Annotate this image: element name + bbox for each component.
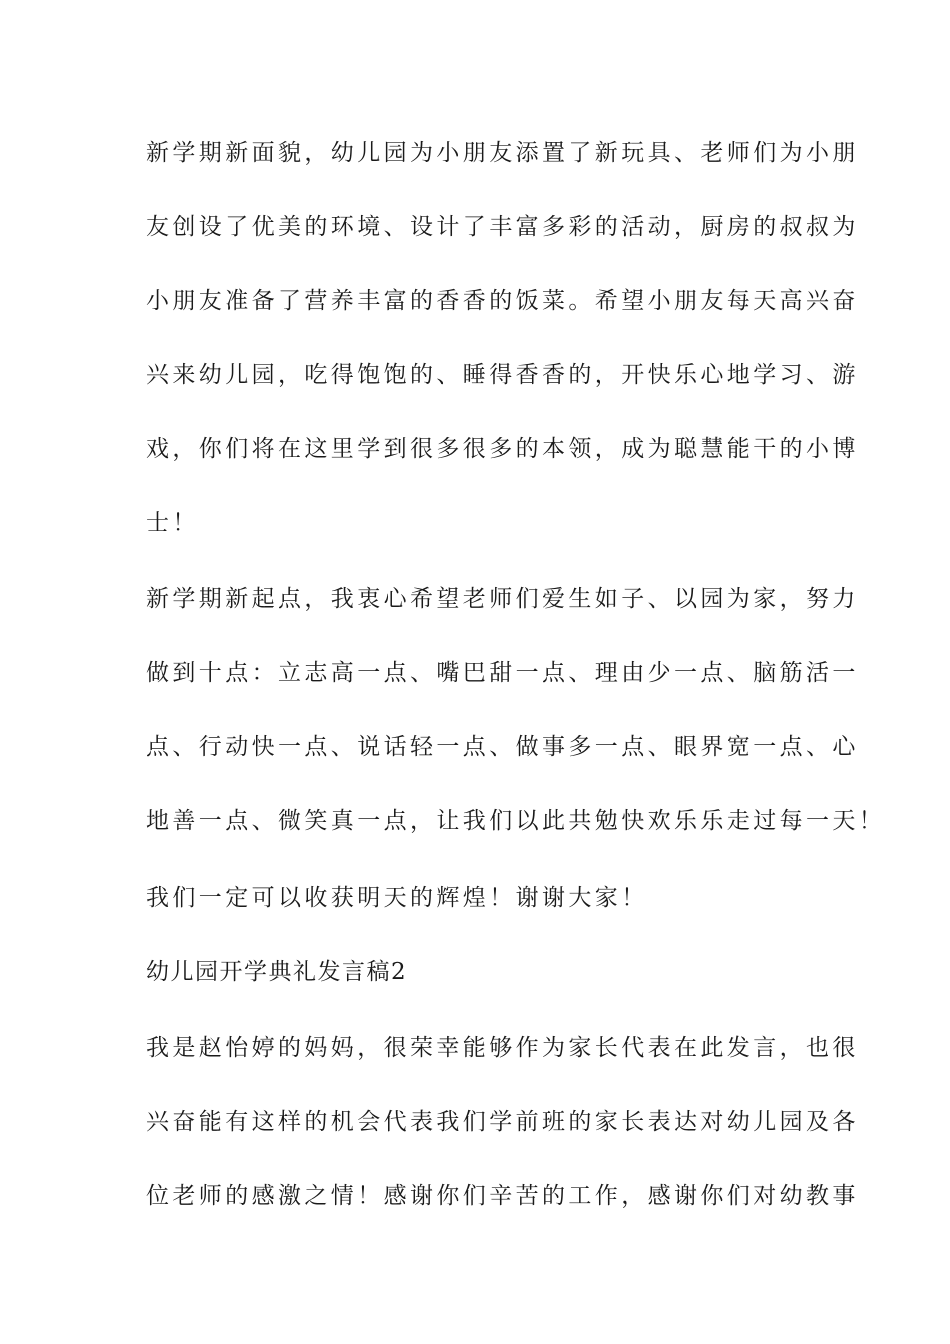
paragraph-line: 小朋友准备了营养丰富的香香的饭菜。希望小朋友每天高兴奋 [146, 288, 859, 314]
paragraph-line: 我是赵怡婷的妈妈，很荣幸能够作为家长代表在此发言，也很 [146, 1035, 859, 1061]
paragraph-line: 新学期新起点，我衷心希望老师们爱生如子、以园为家，努力 [146, 586, 859, 612]
paragraph-line: 做到十点：立志高一点、嘴巴甜一点、理由少一点、脑筋活一 [146, 660, 859, 686]
paragraph-line: 点、行动快一点、说话轻一点、做事多一点、眼界宽一点、心 [146, 734, 859, 760]
paragraph-line: 新学期新面貌，幼儿园为小朋友添置了新玩具、老师们为小朋 [146, 140, 859, 166]
paragraph-line: 我们一定可以收获明天的辉煌！谢谢大家！ [146, 885, 648, 911]
paragraph-line: 位老师的感激之情！感谢你们辛苦的工作，感谢你们对幼教事 [146, 1183, 859, 1209]
paragraph-line: 友创设了优美的环境、设计了丰富多彩的活动，厨房的叔叔为 [146, 214, 859, 240]
paragraph-line: 戏，你们将在这里学到很多很多的本领，成为聪慧能干的小博 [146, 436, 859, 462]
paragraph-line: 地善一点、微笑真一点，让我们以此共勉快欢乐乐走过每一天！ [146, 808, 886, 834]
paragraph-line: 兴奋能有这样的机会代表我们学前班的家长表达对幼儿园及各 [146, 1109, 859, 1135]
section-heading: 幼儿园开学典礼发言稿2 [146, 959, 408, 985]
paragraph-line: 士！ [146, 510, 199, 536]
paragraph-line: 兴来幼儿园，吃得饱饱的、睡得香香的，开快乐心地学习、游 [146, 362, 859, 388]
